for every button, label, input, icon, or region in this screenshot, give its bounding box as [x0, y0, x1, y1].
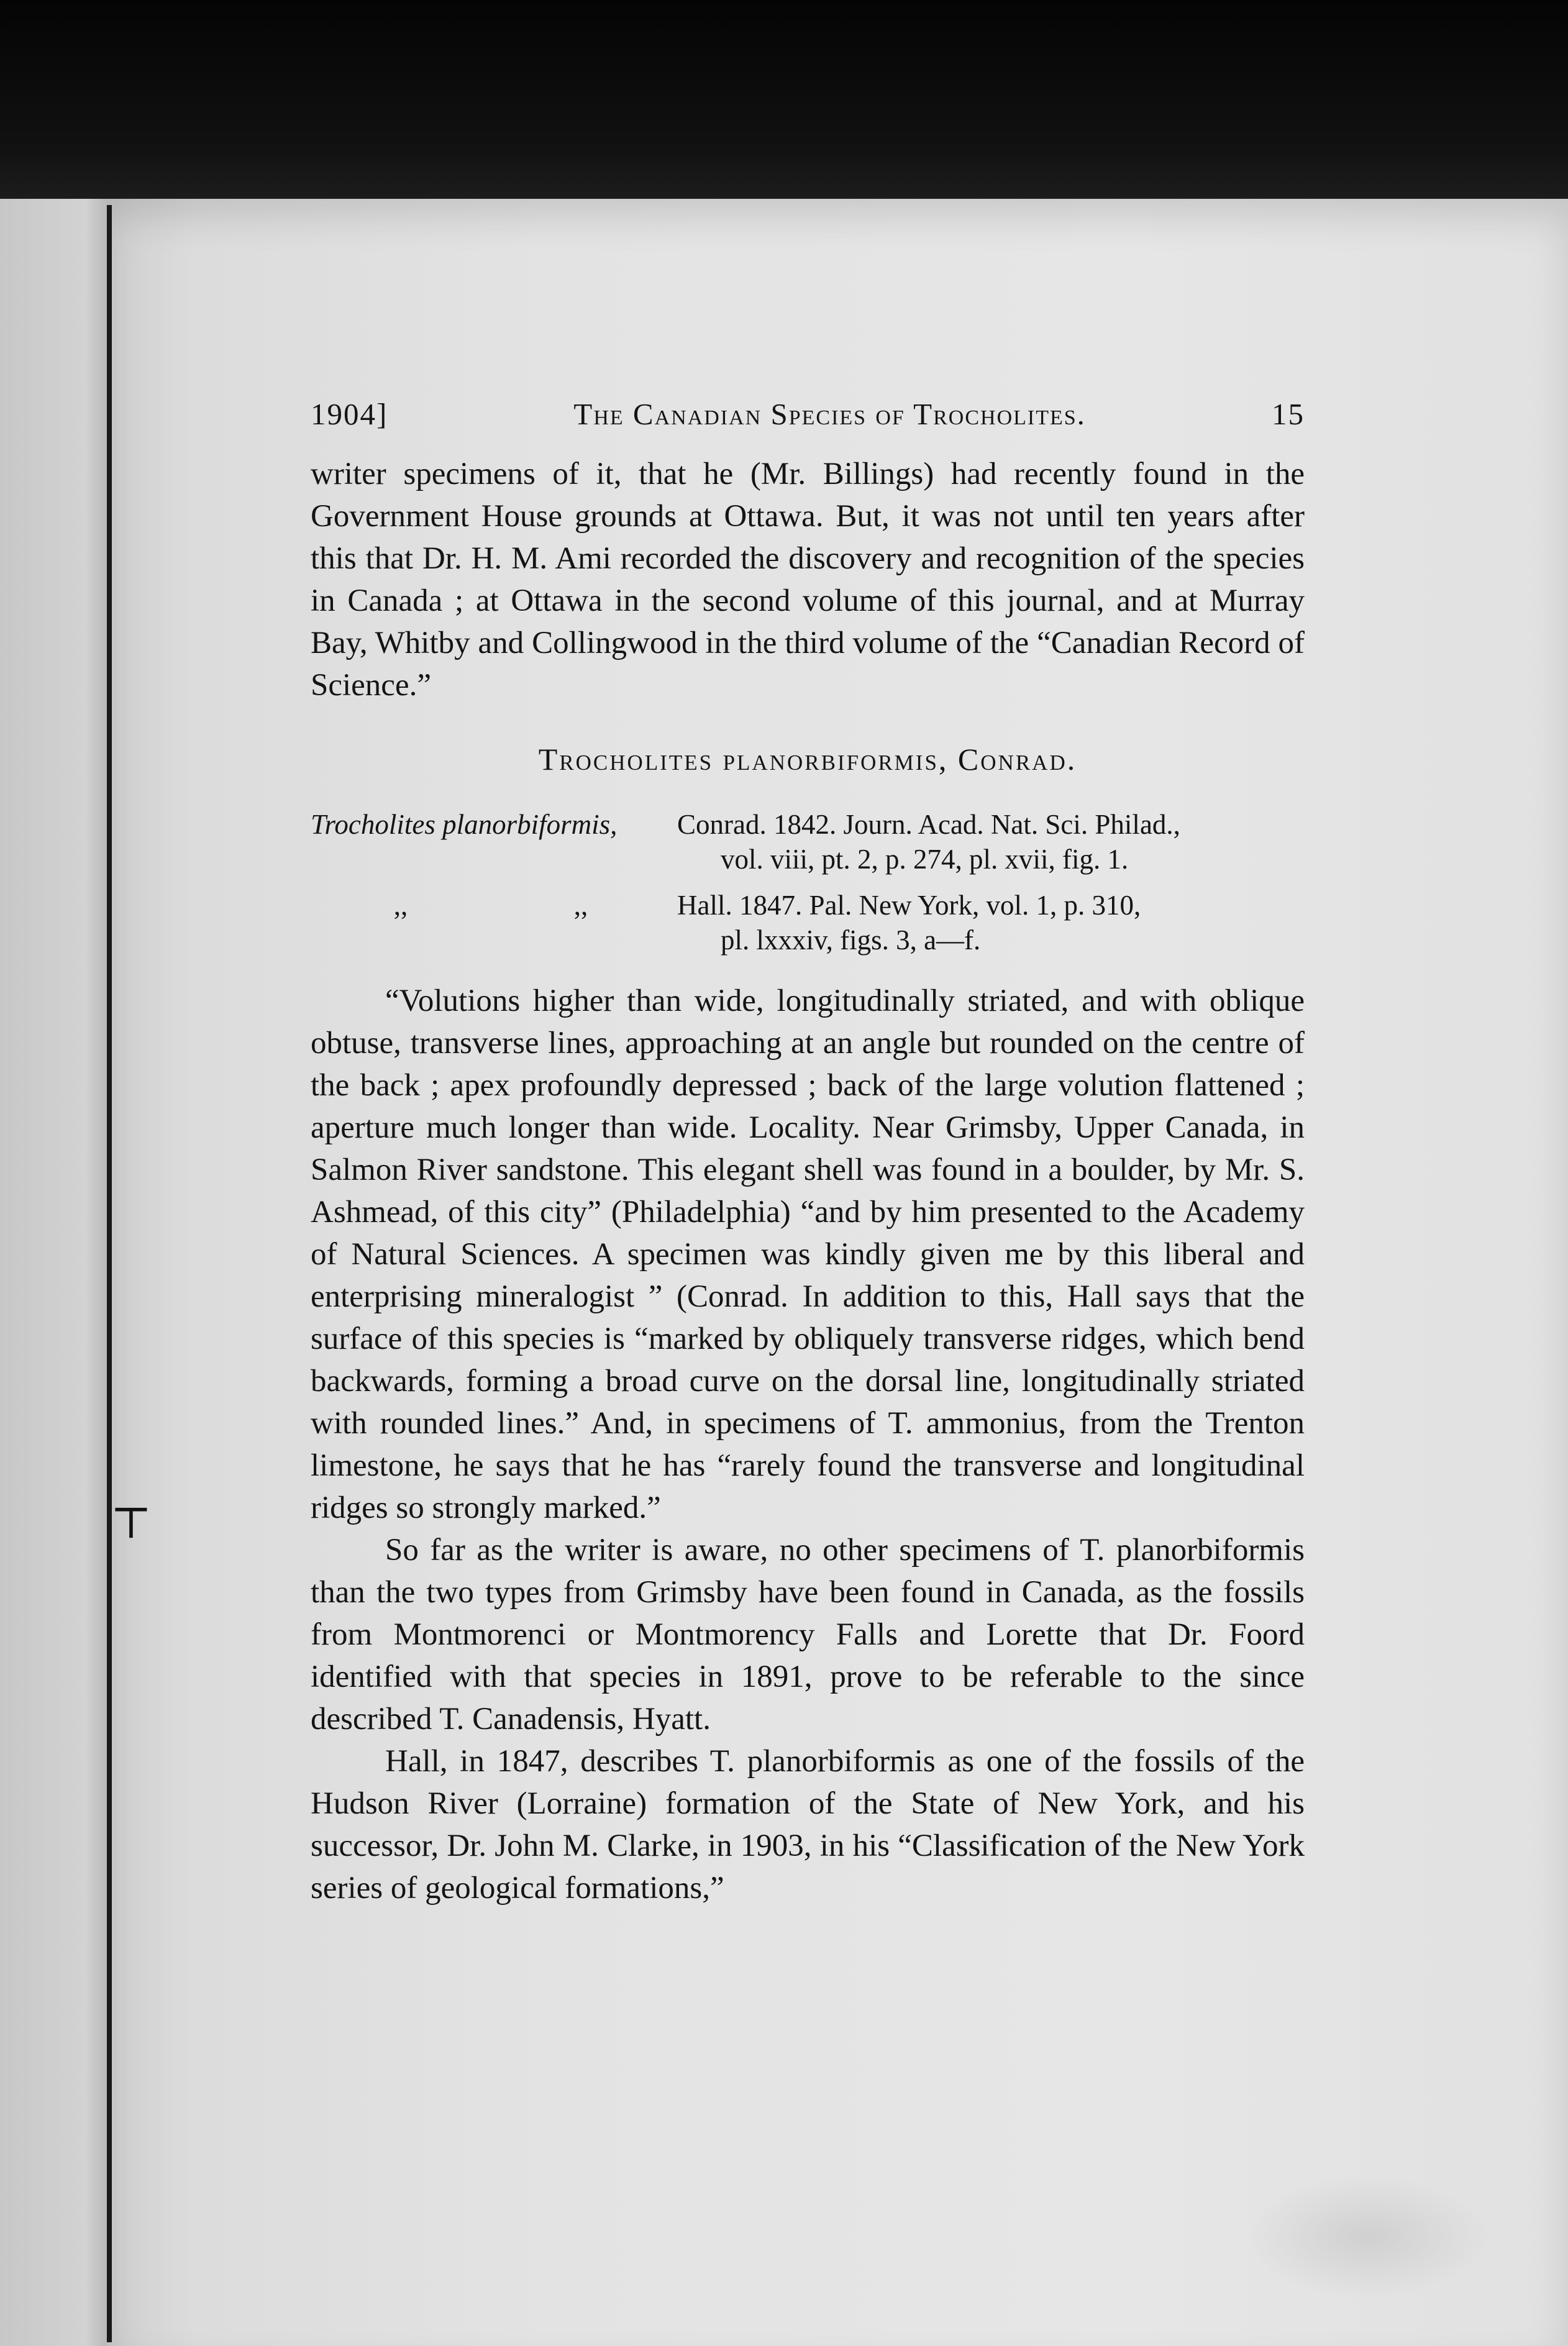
running-head-title: The Canadian Species of Trocholites.	[573, 397, 1086, 431]
paragraph-1: writer specimens of it, that he (Mr. Billings) had recently found in the Government House grounds at Ottawa. But, it was not until ten years after this that Dr. H. M. Ami recorded the discovery and recognition of the species in Canada ; at Ottawa in the second volume of this journal, and at Murray Bay, Whitby and Collingwood in the third volume of the “Canadian Record of Science.”	[311, 457, 1305, 703]
page-text	[311, 396, 1305, 1909]
synonymy-reference-line: Hall. 1847. Pal. New York, vol. 1, p. 310,	[677, 890, 1141, 921]
synonymy-reference	[671, 807, 1305, 877]
page-number: 15	[1271, 397, 1305, 431]
binding-edge	[107, 205, 112, 2342]
ditto-marks	[311, 888, 671, 957]
synonymy-entry-conrad	[311, 807, 1305, 877]
synonymy-reference-line: pl. lxxxiv, figs. 3, a—f.	[721, 924, 981, 956]
synonymy-taxon-name: Trocholites planorbiformis,	[311, 809, 618, 840]
scan-background-top	[0, 0, 1568, 199]
paragraph-3: So far as the writer is aware, no other specimens of T. planorbiformis than the two types from Grimsby have been found in Canada, as the fossils from Montmorenci or Montmorency Falls and Lorette that Dr. Foord identified with that species in 1891, prove to be referable to the since described T. Canadensis, Hyatt.	[311, 1533, 1305, 1737]
synonymy-reference	[671, 888, 1305, 957]
facing-page-edge	[0, 199, 107, 2346]
running-head	[311, 396, 1305, 432]
paragraph-4: Hall, in 1847, describes T. planorbiformis as one of the fossils of the Hudson River (Lorraine) formation of the State of New York, and his successor, Dr. John M. Clarke, in 1903, in his “Classification of the New York series of geological formations,”	[311, 1744, 1305, 1906]
ditto-mark: ,,	[393, 890, 408, 921]
synonymy-entry-hall	[311, 888, 1305, 957]
paragraph-2: “Volutions higher than wide, longitudinally striated, and with oblique obtuse, transverse lines, approaching at an angle but rounded on the centre of the back ; apex profoundly depressed ; back of the large volution flattened ; aperture much longer than wide. Locality. Near Grimsby, Upper Canada, in Salmon River sandstone. This elegant shell was found in a boulder, by Mr. S. Ashmead, of this city” (Philadelphia) “and by him presented to the Academy of Natural Sciences. A specimen was kindly given me by this liberal and enterprising mineralogist ” (Conrad. In addition to this, Hall says that the surface of this species is “marked by obliquely transverse ridges, which bend backwards, forming a broad curve on the dorsal line, longitudinally striated with rounded lines.” And, in specimens of T. ammonius, from the Trenton limestone, he says that he has “rarely found the transverse and longitudinal ridges so strongly marked.”	[311, 984, 1305, 1525]
ditto-mark: ,,	[573, 890, 588, 921]
synonymy-reference-line: vol. viii, pt. 2, p. 274, pl. xvii, fig. 1.	[721, 844, 1129, 875]
synonymy-reference-line: Conrad. 1842. Journ. Acad. Nat. Sci. Philad.,	[677, 809, 1180, 840]
section-heading: Trocholites planorbiformis, Conrad.	[538, 742, 1077, 777]
page-stain	[1242, 2175, 1491, 2299]
margin-mark: ⊤	[111, 1500, 152, 1548]
running-head-year: 1904]	[311, 397, 388, 431]
